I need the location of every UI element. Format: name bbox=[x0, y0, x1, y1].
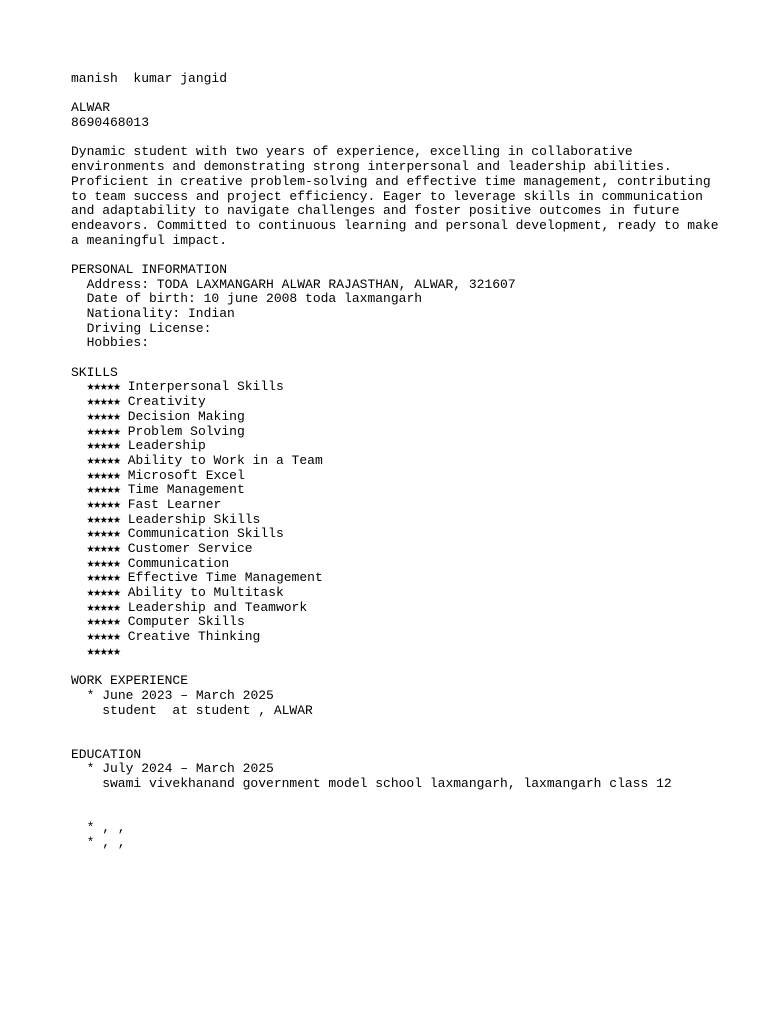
skill-label: Leadership and Teamwork bbox=[127, 599, 308, 615]
star-rating-icon: ★★★★★ bbox=[86, 379, 120, 395]
candidate-phone: 8690468013 bbox=[71, 115, 150, 131]
skill-label: Computer Skills bbox=[127, 614, 245, 630]
skill-label: Interpersonal Skills bbox=[127, 379, 284, 395]
skill-item bbox=[71, 513, 751, 528]
summary-line: Dynamic student with two years of experience, excelling in collaborative bbox=[71, 144, 633, 160]
star-rating-icon: ★★★★★ bbox=[86, 643, 120, 659]
work-experience-section bbox=[71, 674, 751, 747]
star-rating-icon: ★★★★★ bbox=[86, 511, 120, 527]
star-rating-icon: ★★★★★ bbox=[86, 614, 120, 630]
section-heading-personal: PERSONAL INFORMATION bbox=[71, 261, 228, 277]
education-section bbox=[71, 748, 751, 851]
header-section bbox=[71, 72, 751, 145]
star-rating-icon: ★★★★★ bbox=[86, 467, 120, 483]
spacer bbox=[71, 718, 751, 733]
summary-line: and adaptability to navigate challenges and foster positive outcomes in future bbox=[71, 203, 680, 219]
skills-section bbox=[71, 366, 751, 674]
summary-line: environments and demonstrating strong interpersonal and leadership abilities. bbox=[71, 159, 672, 175]
candidate-city: ALWAR bbox=[71, 100, 111, 116]
skill-label: Fast Learner bbox=[127, 496, 222, 512]
summary-line: a meaningful impact. bbox=[71, 232, 228, 248]
bullet-icon: * bbox=[86, 761, 95, 777]
skill-item bbox=[71, 571, 751, 586]
skill-item bbox=[71, 630, 751, 645]
summary-line: endeavors. Committed to continuous learning and personal development, ready to make bbox=[71, 217, 719, 233]
skill-label: Microsoft Excel bbox=[127, 467, 245, 483]
summary-line: to team success and project efficiency. Eager to leverage skills in communication bbox=[71, 188, 703, 204]
skill-item bbox=[71, 425, 751, 440]
resume-document bbox=[71, 72, 751, 850]
star-rating-icon: ★★★★★ bbox=[86, 555, 120, 571]
star-rating-icon: ★★★★★ bbox=[86, 482, 120, 498]
skill-label: Decision Making bbox=[127, 408, 245, 424]
section-heading-skills: SKILLS bbox=[71, 364, 118, 380]
star-rating-icon: ★★★★★ bbox=[86, 394, 120, 410]
spacer bbox=[71, 733, 751, 748]
work-entry-detail: student at student , ALWAR bbox=[102, 702, 313, 718]
spacer bbox=[71, 351, 751, 366]
skill-label: Creative Thinking bbox=[127, 629, 261, 645]
skill-item bbox=[71, 410, 751, 425]
hobbies-line: Hobbies: bbox=[86, 335, 150, 351]
star-rating-icon: ★★★★★ bbox=[86, 526, 120, 542]
skill-label: Time Management bbox=[127, 482, 245, 498]
spacer bbox=[71, 792, 751, 807]
spacer bbox=[71, 131, 751, 146]
star-rating-icon: ★★★★★ bbox=[86, 599, 120, 615]
dob-line: Date of birth: 10 june 2008 toda laxmangarh bbox=[86, 291, 423, 307]
skill-label: Effective Time Management bbox=[127, 570, 323, 586]
skill-item bbox=[71, 380, 751, 395]
star-rating-icon: ★★★★★ bbox=[86, 585, 120, 601]
spacer bbox=[71, 87, 751, 102]
skill-label: Leadership bbox=[127, 438, 206, 454]
star-rating-icon: ★★★★★ bbox=[86, 408, 120, 424]
star-rating-icon: ★★★★★ bbox=[86, 438, 120, 454]
skill-label: Communication Skills bbox=[127, 526, 284, 542]
skill-item bbox=[71, 615, 751, 630]
skill-item bbox=[71, 469, 751, 484]
skill-item bbox=[71, 395, 751, 410]
skill-label: Ability to Multitask bbox=[127, 585, 284, 601]
nationality-line: Nationality: Indian bbox=[86, 306, 235, 321]
education-entry-detail: swami vivekhanand government model school laxmangarh, laxmangarh class 12 bbox=[102, 776, 672, 791]
star-rating-icon: ★★★★★ bbox=[86, 423, 120, 439]
skill-item bbox=[71, 483, 751, 498]
skill-item bbox=[71, 498, 751, 513]
bullet-icon: * bbox=[86, 687, 95, 703]
skill-item bbox=[71, 542, 751, 557]
summary-section bbox=[71, 145, 751, 263]
skill-item bbox=[71, 527, 751, 542]
skills-list bbox=[71, 380, 751, 659]
skill-label: Customer Service bbox=[127, 541, 253, 556]
candidate-name: manish kumar jangid bbox=[71, 71, 228, 86]
address-line: Address: TODA LAXMANGARH ALWAR RAJASTHAN, ALWAR, 321607 bbox=[86, 276, 516, 292]
personal-info-section bbox=[71, 263, 751, 366]
skill-label: Leadership Skills bbox=[127, 511, 261, 527]
empty-entry-line: * , , bbox=[86, 834, 126, 850]
spacer bbox=[71, 248, 751, 263]
work-dates-text: June 2023 – March 2025 bbox=[102, 687, 274, 703]
star-rating-icon: ★★★★★ bbox=[86, 496, 120, 512]
skill-item bbox=[71, 586, 751, 601]
driving-license-line: Driving License: bbox=[86, 320, 212, 336]
empty-entry-line: * , , bbox=[86, 820, 126, 836]
spacer bbox=[71, 660, 751, 675]
skill-item bbox=[71, 645, 751, 660]
work-entry-dates bbox=[71, 689, 751, 704]
skill-item bbox=[71, 454, 751, 469]
star-rating-icon: ★★★★★ bbox=[86, 570, 120, 586]
skill-item bbox=[71, 601, 751, 616]
spacer bbox=[71, 806, 751, 821]
section-heading-work: WORK EXPERIENCE bbox=[71, 673, 189, 689]
skill-label: Ability to Work in a Team bbox=[127, 452, 323, 468]
skill-label: Creativity bbox=[127, 394, 206, 410]
star-rating-icon: ★★★★★ bbox=[86, 541, 120, 556]
section-heading-education: EDUCATION bbox=[71, 746, 142, 762]
skill-item bbox=[71, 439, 751, 454]
skill-label: Problem Solving bbox=[127, 423, 245, 439]
star-rating-icon: ★★★★★ bbox=[86, 629, 120, 645]
star-rating-icon: ★★★★★ bbox=[86, 452, 120, 468]
education-entry-dates bbox=[71, 762, 751, 777]
skill-label: Communication bbox=[127, 555, 230, 571]
education-dates-text: July 2024 – March 2025 bbox=[102, 761, 274, 777]
skill-item bbox=[71, 557, 751, 572]
summary-line: Proficient in creative problem-solving and effective time management, contributing bbox=[71, 173, 711, 189]
